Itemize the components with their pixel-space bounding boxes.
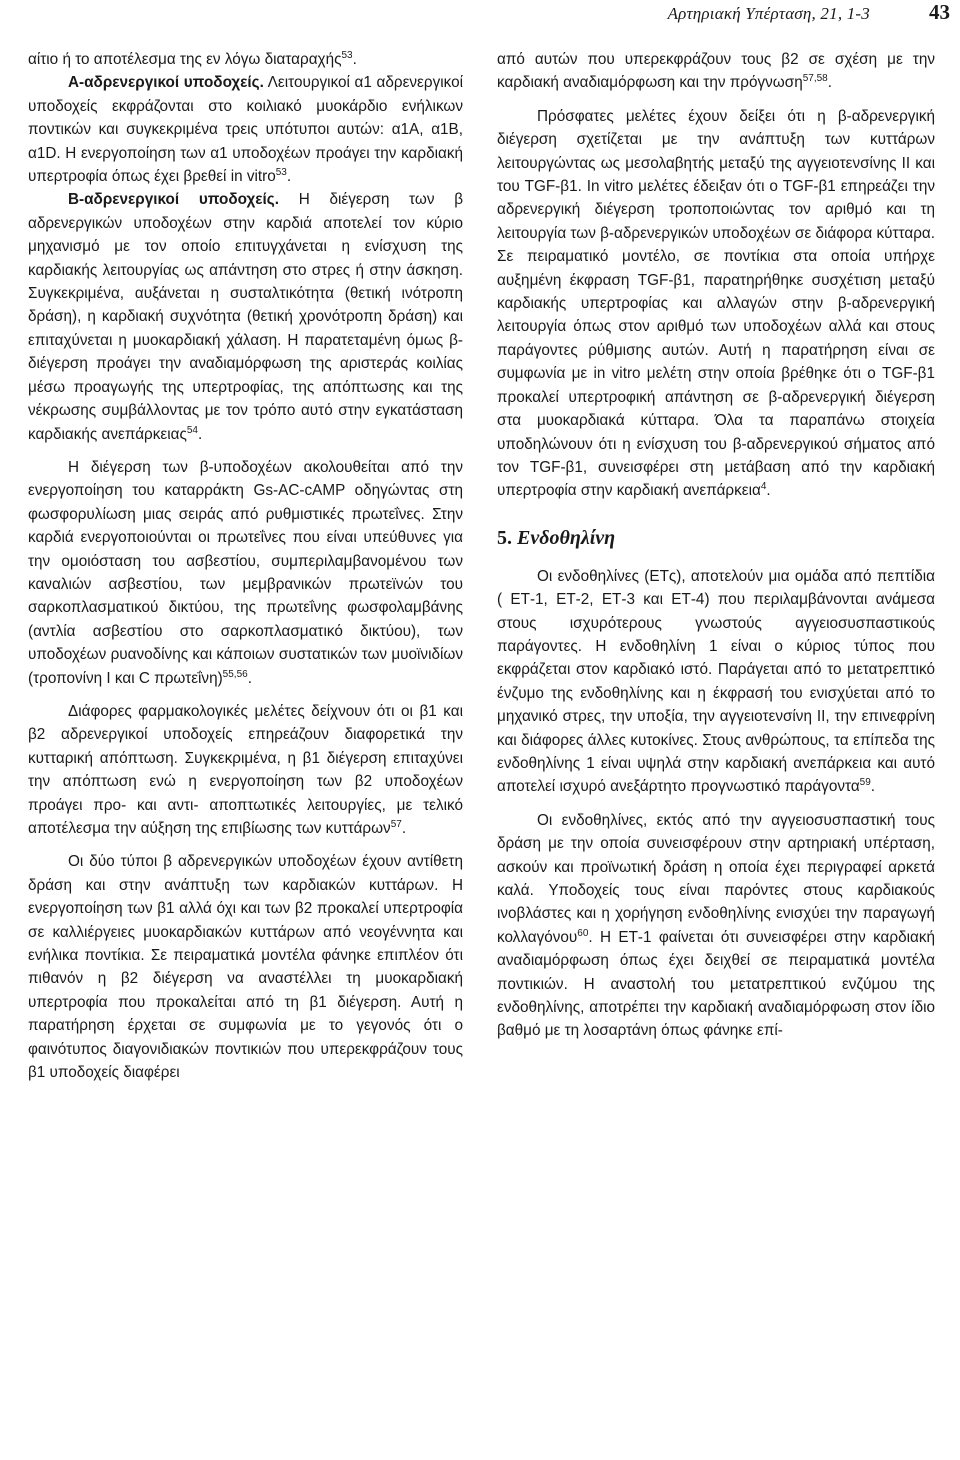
paragraph — [497, 809, 935, 1043]
paragraph — [28, 850, 463, 1084]
paragraph: Πρόσφατες μελέτες έχουν δείξει ότι η β-αδρενεργική διέγερση σχετίζεται με την ανάπτυξη των κυττάρων λειτουργώντας ως μεσολαβητής μεταξύ της αγγειοτενσίνης ΙΙ και του TGF-β1. In vitro μελέτες έδειξαν ότι ο TGF-β1 επηρεάζει την αδρενεργική διέγερση τροποποιώντας τον αριθμό και τη λειτουργία των β-αδρενεργικών υποδοχέων σε διάφορα κύτταρα. Σε πειραματικό μοντέλο, σε ποντίκια στα οποία υπήρχε αυξημένη έκφραση TGF-β1, παρατηρήθηκε συσχέτιση μεταξύ καρδιακής υπερτροφίας και αλλαγών στην β-αδρενεργική λειτουργία όπως στον αριθμό των υποδοχέων αλλά και στους παράγοντες ρύθμισης αυτών. Αυτή η παρατήρηση είναι σε συμφωνία με in vitro μελέτη στην οποία βρέθηκε ότι ο TGF-β1 προκαλεί υπερτροφική απάντηση σε β-αδρενεργική διέγερση στα μυοκαρδιακά κύτταρα. Όλα τα παραπάνω στοιχεία υποδηλώνουν ότι η ενίσχυση του β-αδρενεργικού σήματος από τον TGF-β1, συνεισφέρει στη μετάβαση από την καρδιακή υπερτροφία στην καρδιακή ανεπάρκεια$^4$. — [497, 107, 935, 500]
left-column — [28, 48, 463, 1084]
citation-ref: 57 — [390, 819, 402, 830]
citation-ref: 59 — [859, 777, 871, 789]
subsection-label: Α-αδρενεργικοί υποδοχείς. — [68, 74, 264, 92]
citation-ref: 60 — [577, 927, 589, 939]
section-number: 5. — [497, 526, 512, 549]
section-title: Ενδοθηλίνη — [517, 526, 616, 549]
paragraph: Οι ενδοθηλίνες (ΕΤς), αποτελούν μια ομάδα από πεπτίδια ( ΕΤ-1, ΕΤ-2, ΕΤ-3 και ΕΤ-4) που περιλαμβάνονται ανάμεσα στους ισχυρότερους γνωστούς αγγειοσυσπαστικούς παράγοντες. Η ενδοθηλίνη 1 είναι ο κύριος τύπος που εκφράζεται στον καρδιακό ιστό. Παράγεται από το μετατρεπτικό ένζυμο της ενδοθηλίνης και η έκφρασή του ενισχύεται από το μηχανικό στρες, την υποξία, την αγγειοτενσίνη ΙΙ, την επινεφρίνη και διάφορες άλλες κυτοκίνες. Στους ανθρώπους, τα επίπεδα της ενδοθηλίνης 1 είναι υψηλά στην καρδιακή ανεπάρκεια και αυτό αποτελεί ισχυρό ανεξάρτητο προγνωστικό παράγοντα$^{59}$. — [497, 567, 935, 796]
paragraph: Διάφορες φαρμακολογικές μελέτες δείχνουν ότι οι β1 και β2 αδρενεργικοί υποδοχείς επηρεάζουν διαφορετικά την κυτταρική απόπτωση. Συγκεκριμένα, η β1 διέγερση επιταχύνει την απόπτωση ενώ η ενεργοποίηση των β2 υποδοχέων προάγει προ- και αντι- αποπτωτικές λειτουργίες, με τελικό αποτέλεσμα την αύξηση της επιβίωσης των κυττάρων$^{57}$. — [28, 702, 463, 837]
citation-ref: 55,56 — [222, 668, 248, 680]
paragraph-text: . Η ΕΤ-1 φαίνεται ότι συνεισφέρει στην καρδιακή αναδιαμόρφωση όπως έχει δειχθεί σε πειραματικά μοντέλα ποντικιών. Η αναστολή του μετατρεπτικού ενζύμου της ενδοθηλίνης, αποτρέπει την καρδιακή αναδιαμόρφωση στον ίδιο βαθμό με τη λοσαρτάνη όπως φάνηκε επί- — [497, 928, 935, 1040]
paragraph: αίτιο ή το αποτέλεσμα της εν λόγω διαταραχής$^{53}$. — [28, 50, 357, 68]
paragraph-text: Η διέγερση των β αδρενεργικών υποδοχέων στην καρδιά αποτελεί τον κύριο μηχανισμό με τον οποίο επιτυγχάνεται η ενίσχυση της καρδιακής λειτουργίας ως απάντηση στο στρες ή στην άσκηση. Συγκεκριμένα, αυξάνεται η συσταλτικότητα (θετική ινότροπη δράση), η καρδιακή συχνότητα (θετική χρονότροπη δράση) και επιταχύνεται η μυοκαρδιακή χάλαση. Η παρατεταμένη όμως β-διέγερση προάγει την αναδιαμόρφωση της αριστεράς κοιλίας μέσω προαγωγής της υπερτροφίας, της απόπτωσης και της νέκρωσης συμβάλλοντας με τον τρόπο αυτό στην εγκατάσταση καρδιακής ανεπάρκειας — [28, 191, 463, 443]
journal-title: Αρτηριακή Υπέρταση, 21, 1-3 — [667, 4, 870, 23]
paragraph-text: Η διέγερση των β-υποδοχέων ακολουθείται από την ενεργοποίηση του καταρράκτη Gs-AC-cAMP οδηγώντας στη φωσφορυλίωση μιας σειράς από ρυθμιστικές πρωτεΐνες. Στην καρδιά ενεργοποιούνται οι πρωτεΐνες που είναι υπεύθυνες για την ομοιόσταση του ασβεστίου, συμπεριλαμβανομένου των καναλιών ασβεστίου, των μεμβρανικών πρωτεϊνών του σαρκοπλασματικού δικτύου, της πρωτεΐνης φωσφολαμβάνης (αντλία ασβεστίου στο σαρκοπλασματικό δικτύου), των υποδοχέων ρυανοδίνης και κάποιων συστατικών των μυοϊνιδίων (τροπονίνη Ι και C πρωτεΐνη) — [28, 458, 463, 687]
citation-ref: 54 — [186, 424, 198, 436]
subsection-label: Β-αδρενεργικοί υποδοχείς. — [68, 191, 279, 209]
paragraph-text: Οι δύο τύποι β αδρενεργικών υποδοχέων έχουν αντίθετη δράση και στην ανάπτυξη των καρδιακών κυττάρων. Η ενεργοποίηση των β1 αλλά όχι και των β2 προκαλεί υπερτροφία σε καλλιέργειες μυοκαρδιακών κυττάρων από νεογέννητα και ενήλικα ποντίκια. Σε πειραματικά μοντέλα φάνηκε επιπλέον ότι πιθανόν η β2 διέγερση να αναστέλλει τη μυοκαρδιακή υπερτροφία που προκαλείται από τη β1 διέγερση. Αυτή η παρατήρηση έρχεται σε συμφωνία με το γεγονός ότι ο φαινότυπος διαγονιδιακών ποντικιών που υπερεκφράζουν τους β1 υποδοχείς διαφέρει — [28, 853, 463, 1082]
paragraph: Β-αδρενεργικοί υποδοχείς. Η διέγερση των β αδρενεργικών υποδοχέων στην καρδιά αποτελεί τον κύριο μηχανισμό με τον οποίο επιτυγχάνεται η ενίσχυση της καρδιακής λειτουργίας ως απάντηση στο στρες ή στην άσκηση. Συγκεκριμένα, αυξάνεται η συσταλτικότητα (θετική ινότροπη δράση), η καρδιακή συχνότητα (θετική χρονότροπη δράση) και επιταχύνεται η μυοκαρδιακή χάλαση. Η παρατεταμένη όμως β-διέγερση προάγει την αναδιαμόρφωση της αριστεράς κοιλίας μέσω προαγωγής της υπερτροφίας, της απόπτωσης και της νέκρωσης συμβάλλοντας με τον τρόπο αυτό στην εγκατάσταση καρδιακής ανεπάρκειας$^{54}$. — [28, 191, 463, 443]
right-column — [497, 48, 935, 1043]
paragraph-text: Διάφορες φαρμακολογικές μελέτες δείχνουν ότι οι β1 και β2 αδρενεργικοί υποδοχείς επηρεάζουν διαφορετικά την κυτταρική απόπτωση. Συγκεκριμένα, η β1 διέγερση επιταχύνει την απόπτωση ενώ η ενεργοποίηση των β2 υποδοχέων προάγει προ- και αντι- αποπτωτικές λειτουργίες, με τελικό αποτέλεσμα την αύξηση της επιβίωσης των κυττάρων — [28, 702, 463, 837]
paragraph-text: Πρόσφατες μελέτες έχουν δείξει ότι η β-αδρενεργική διέγερση σχετίζεται με την ανάπτυξη των κυττάρων λειτουργώντας ως μεσολαβητής μεταξύ της αγγειοτενσίνης ΙΙ και του TGF-β1. In vitro μελέτες έδειξαν ότι ο TGF-β1 επηρεάζει την αδρενεργική διέγερση τροποποιώντας τον αριθμό και τη λειτουργία των β-αδρενεργικών υποδοχέων σε διάφορα κύτταρα. Σε πειραματικό μοντέλο, σε ποντίκια στα οποία υπήρχε αυξημένη έκφραση TGF-β1, παρατηρήθηκε συσχέτιση μεταξύ καρδιακής υπερτροφίας και αλλαγών στην β-αδρενεργική λειτουργία όπως στον αριθμό των υποδοχέων αλλά και στους παράγοντες ρύθμισης αυτών. Αυτή η παρατήρηση είναι σε συμφωνία με in vitro μελέτη στην οποία βρέθηκε ότι ο TGF-β1 προκαλεί υπερτροφική απάντηση σε β-αδρενεργική διέγερση στα μυοκαρδιακά κύτταρα. Όλα τα παραπάνω στοιχεία υποδηλώνουν ότι η ενίσχυση του β-αδρενεργικού σήματος από τον TGF-β1, συνεισφέρει στη μετάβαση από την καρδιακή υπερτροφία στην καρδιακή ανεπάρκεια — [497, 107, 935, 500]
paragraph: Η διέγερση των β-υποδοχέων ακολουθείται από την ενεργοποίηση του καταρράκτη Gs-AC-cAMP οδηγώντας στη φωσφορυλίωση μιας σειράς από ρυθμιστικές πρωτεΐνες. Στην καρδιά ενεργοποιούνται οι πρωτεΐνες που είναι υπεύθυνες για την ομοιόσταση του ασβεστίου, συμπεριλαμβανομένου των καναλιών ασβεστίου, των μεμβρανικών πρωτεϊνών του σαρκοπλασματικού δικτύου, της πρωτεΐνης φωσφολαμβάνης (αντλία ασβεστίου στο σαρκοπλασματικό δικτύου), των υποδοχέων ρυανοδίνης και κάποιων συστατικών των μυοϊνιδίων (τροπονίνη Ι και C πρωτεΐνη)$^{55,56}$. — [28, 458, 463, 687]
paragraph-text: Λειτουργικοί α1 αδρενεργικοί υποδοχείς εκφράζονται στο κοιλιακό μυοκάρδιο ενήλικων ποντικών και συγκεκριμένα τρεις υπότυποι αυτών: α1Α, α1Β, α1D. Η ενεργοποίηση των α1 υποδοχέων προάγει την καρδιακή υπερτροφία όπως έχει βρεθεί in vitro — [28, 74, 463, 186]
paragraph-text: Οι ενδοθηλίνες (ΕΤς), αποτελούν μια ομάδα από πεπτίδια ( ΕΤ-1, ΕΤ-2, ΕΤ-3 και ΕΤ-4) που περιλαμβάνονται ανάμεσα στους ισχυρότερους γνωστούς αγγειοσυσπαστικούς παράγοντες. Η ενδοθηλίνη 1 είναι ο κύριος τύπος που εκφράζεται στον καρδιακό ιστό. Παράγεται από το μετατρεπτικό ένζυμο της ενδοθηλίνης και η έκφρασή του ενισχύεται από το μηχανικό στρες, την υποξία, την αγγειοτενσίνη ΙΙ, την επινεφρίνη και διάφορες άλλες κυτοκίνες. Στους ανθρώπους, τα επίπεδα της ενδοθηλίνης 1 είναι υψηλά στην καρδιακή ανεπάρκεια και αυτό αποτελεί ισχυρό ανεξάρτητο προγνωστικό παράγοντα — [497, 567, 935, 796]
citation-ref: 4 — [760, 481, 767, 493]
citation-ref: 53 — [275, 167, 287, 179]
section-heading — [497, 525, 935, 551]
citation-ref: 53 — [341, 50, 353, 61]
paragraph: από αυτών που υπερεκφράζουν τους β2 σε σχέση με την καρδιακή αναδιαμόρφωση και την πρόγνωση$^{57,58}$. — [497, 51, 935, 92]
running-header — [0, 0, 960, 40]
page-number: 43 — [929, 0, 950, 24]
paragraph-text: Οι ενδοθηλίνες, εκτός από την αγγειοσυσπαστική τους δράση με την οποία συνεισφέρουν στην αρτηριακή υπέρταση, ασκούν και προϊνωτική δράση η οποία έχει περιγραφεί αρκετά καλά. Υποδοχείς τους είναι παρόντες στους καρδιακούς ινοβλάστες και η χορήγηση ενδοθηλίνης ενισχύει την παραγωγή κολλαγόνου — [497, 811, 935, 946]
paragraph: Α-αδρενεργικοί υποδοχείς. Λειτουργικοί α1 αδρενεργικοί υποδοχείς εκφράζονται στο κοιλιακό μυοκάρδιο ενήλικων ποντικών και συγκεκριμένα τρεις υπότυποι αυτών: α1Α, α1Β, α1D. Η ενεργοποίηση των α1 υποδοχέων προάγει την καρδιακή υπερτροφία όπως έχει βρεθεί in vitro$^{53}$. — [28, 74, 463, 186]
paragraph-text: αίτιο ή το αποτέλεσμα της εν λόγω διαταραχής — [28, 51, 342, 68]
citation-ref: 57,58 — [802, 73, 828, 85]
paragraph-text: από αυτών που υπερεκφράζουν τους β2 σε σχέση με την καρδιακή αναδιαμόρφωση και την πρόγνωση — [497, 51, 935, 92]
